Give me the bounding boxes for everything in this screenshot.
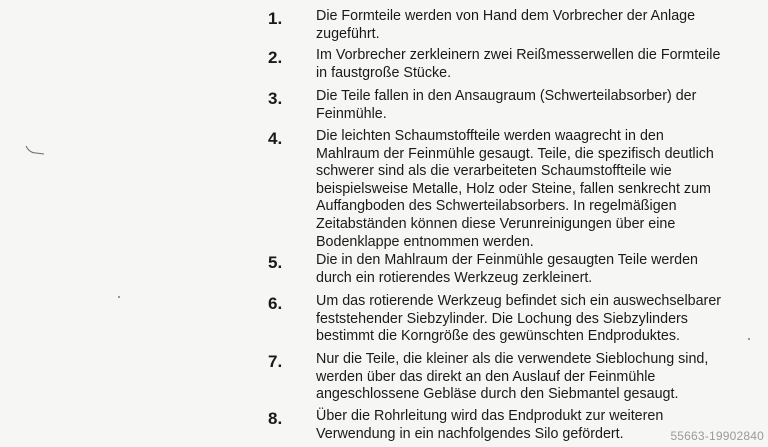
step-text: Die Formteile werden von Hand dem Vorbrecher der Anlage zugeführt. (316, 8, 696, 42)
step-text: Die leichten Schaumstoffteile werden waagrecht in den Mahlraum der Feinmühle gesaugt. Teile, die spezifisch deutlich schwerer sind als die verarbeiteten Schaumstoffteile wie beispielsweise Metalle, Holz oder Steine, fallen senkrecht zum Auffangboden des Schwerteilabsorbers. In regelmäßigen Zeitabständen können diese Verunreinigungen über eine Bodenklappe entnommen werden. (316, 128, 714, 250)
step-number: 2. (268, 48, 283, 67)
step-text: Die Teile fallen in den Ansaugraum (Schwerteilabsorber) der Feinmühle. (316, 88, 697, 122)
step-text: Nur die Teile, die kleiner als die verwendete Sieblochung sind, werden über das direkt an den Auslauf der Feinmühle angeschlossene Gebläse durch den Siebmantel gesaugt. (316, 351, 709, 403)
scan-smudge (24, 144, 46, 156)
watermark: 55663-19902840 (670, 429, 764, 443)
step-number: 4. (268, 129, 283, 148)
scan-speck (118, 296, 120, 298)
step-text: Im Vorbrecher zerkleinern zwei Reißmesserwellen die Formteile in faustgroße Stücke. (316, 47, 721, 81)
scan-speck (748, 338, 750, 340)
step-text: Die in den Mahlraum der Feinmühle gesaugten Teile werden durch ein rotierendes Werkzeug zerkleinert. (316, 252, 699, 286)
step-number: 5. (268, 253, 283, 272)
step-number: 7. (268, 352, 283, 371)
step-text: Um das rotierende Werkzeug befindet sich ein auswechselbarer feststehender Siebzylinder. Die Lochung des Siebzylinders bestimmt die Korngröße des gewünschten Endproduktes. (316, 293, 722, 345)
step-number: 1. (268, 9, 283, 28)
step-text: Über die Rohrleitung wird das Endprodukt zur weiteren Verwendung in ein nachfolgendes Silo gefördert. (316, 408, 664, 442)
step-number: 6. (268, 294, 283, 313)
step-number: 8. (268, 409, 283, 428)
step-number: 3. (268, 89, 283, 108)
